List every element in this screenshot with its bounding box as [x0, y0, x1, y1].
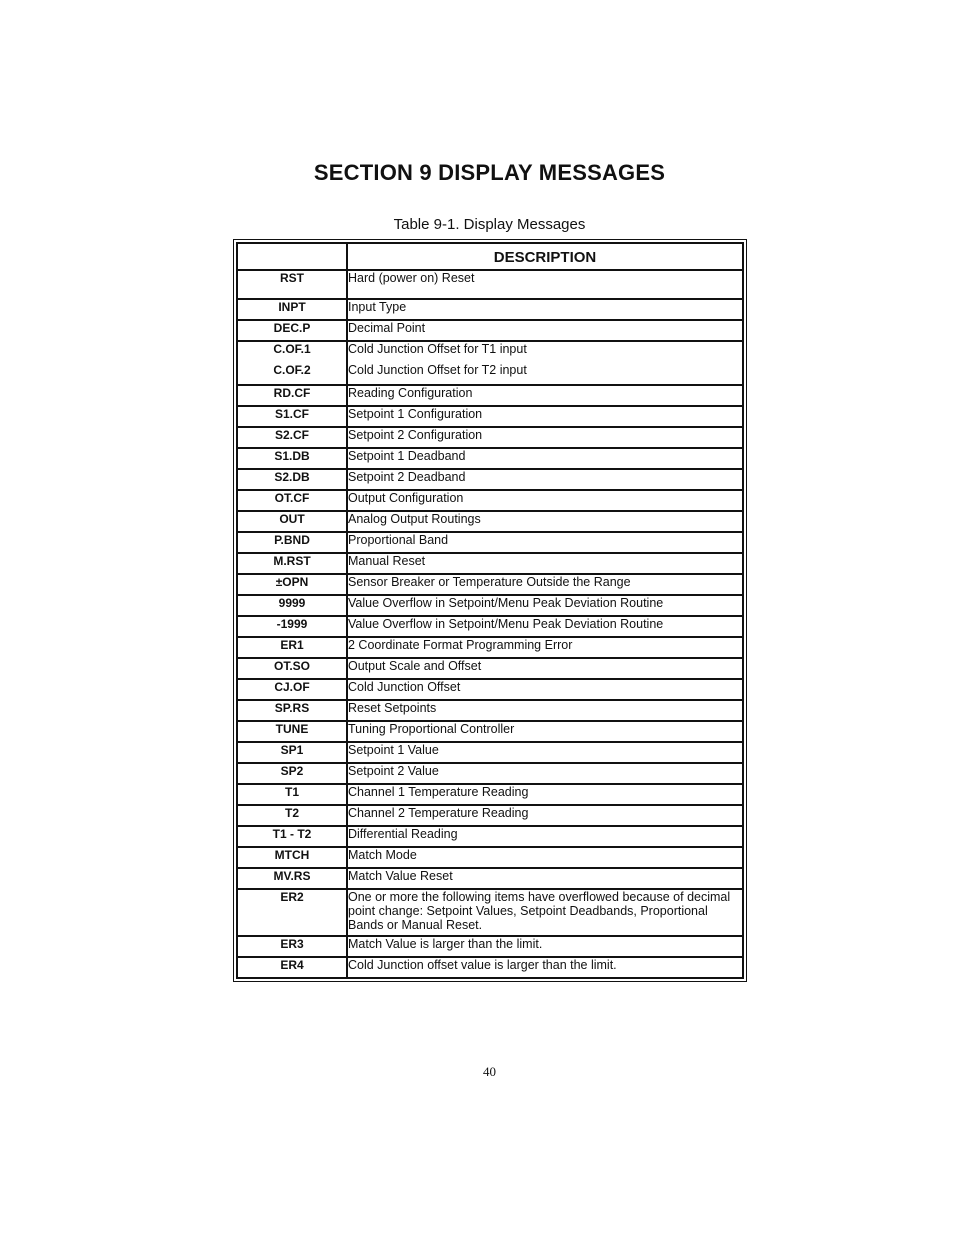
message-code: C.OF.1 [273, 342, 311, 356]
message-description-group [347, 341, 743, 385]
table-row [237, 448, 743, 469]
table-row [237, 721, 743, 742]
message-description: Setpoint 2 Value [347, 763, 743, 784]
message-code: T2 [237, 805, 347, 826]
message-code: RD.CF [237, 385, 347, 406]
message-description: Cold Junction Offset for T2 input [348, 363, 527, 377]
table-row [237, 889, 743, 936]
message-description: Analog Output Routings [347, 511, 743, 532]
table-header-row [237, 243, 743, 270]
message-code: SP2 [237, 763, 347, 784]
display-messages-table-frame [233, 239, 747, 982]
table-row [237, 532, 743, 553]
table-row [237, 868, 743, 889]
message-description: Value Overflow in Setpoint/Menu Peak Deviation Routine [347, 616, 743, 637]
section-title: SECTION 9 DISPLAY MESSAGES [313, 160, 666, 185]
table-row [237, 385, 743, 406]
message-code: CJ.OF [237, 679, 347, 700]
table-row [237, 595, 743, 616]
message-description: Channel 1 Temperature Reading [347, 784, 743, 805]
table-row [237, 847, 743, 868]
message-code: TUNE [237, 721, 347, 742]
message-code: 9999 [237, 595, 347, 616]
table-row [237, 742, 743, 763]
message-code: C.OF.2 [273, 363, 311, 377]
table-row [237, 763, 743, 784]
message-code: RST [237, 270, 347, 299]
message-code: MTCH [237, 847, 347, 868]
table-caption: Table 9-1. Display Messages [393, 216, 586, 233]
message-code: S2.CF [237, 427, 347, 448]
message-code: T1 - T2 [237, 826, 347, 847]
table-row [237, 490, 743, 511]
message-code: OT.SO [237, 658, 347, 679]
table-row [237, 957, 743, 978]
table-row [237, 805, 743, 826]
message-description: Differential Reading [347, 826, 743, 847]
message-code: M.RST [237, 553, 347, 574]
message-description: Manual Reset [347, 553, 743, 574]
message-description: Input Type [347, 299, 743, 320]
message-code: -1999 [237, 616, 347, 637]
message-description: Hard (power on) Reset [347, 270, 743, 299]
table-row [237, 270, 743, 299]
message-description: Setpoint 1 Configuration [347, 406, 743, 427]
message-code: ER3 [237, 936, 347, 957]
table-row [237, 574, 743, 595]
table-row [237, 427, 743, 448]
message-code: S1.CF [237, 406, 347, 427]
message-description: Match Value is larger than the limit. [347, 936, 743, 957]
message-code: S1.DB [237, 448, 347, 469]
message-description: Value Overflow in Setpoint/Menu Peak Deviation Routine [347, 595, 743, 616]
table-row [237, 784, 743, 805]
message-description: Channel 2 Temperature Reading [347, 805, 743, 826]
page-number: 40 [483, 1064, 496, 1079]
message-code: OUT [237, 511, 347, 532]
message-code: S2.DB [237, 469, 347, 490]
message-description: Output Configuration [347, 490, 743, 511]
table-row [237, 299, 743, 320]
table-row [237, 320, 743, 341]
message-description: Reading Configuration [347, 385, 743, 406]
message-code: P.BND [237, 532, 347, 553]
message-code: MV.RS [237, 868, 347, 889]
table-row [237, 553, 743, 574]
message-description: Setpoint 2 Deadband [347, 469, 743, 490]
message-description: Match Mode [347, 847, 743, 868]
message-description: Output Scale and Offset [347, 658, 743, 679]
table-row [237, 936, 743, 957]
message-description: Setpoint 2 Configuration [347, 427, 743, 448]
message-code: OT.CF [237, 490, 347, 511]
message-description: Cold Junction Offset [347, 679, 743, 700]
table-row [237, 658, 743, 679]
message-description: One or more the following items have overflowed because of decimal point change: Setpoint Values, Setpoint Deadbands, Proportional Bands or Manual Reset. [347, 889, 743, 936]
message-description: Cold Junction Offset for T1 input [348, 342, 527, 356]
table-row [237, 826, 743, 847]
code-column-header [237, 243, 347, 270]
table-row [237, 700, 743, 721]
message-description: Setpoint 1 Value [347, 742, 743, 763]
table-row [237, 406, 743, 427]
table-row [237, 341, 743, 385]
message-code: T1 [237, 784, 347, 805]
message-code: SP1 [237, 742, 347, 763]
message-code: SP.RS [237, 700, 347, 721]
table-row [237, 469, 743, 490]
display-messages-table [236, 242, 744, 979]
message-code-group [237, 341, 347, 385]
message-description: Match Value Reset [347, 868, 743, 889]
message-description: Reset Setpoints [347, 700, 743, 721]
message-description: Setpoint 1 Deadband [347, 448, 743, 469]
message-description: Sensor Breaker or Temperature Outside the Range [347, 574, 743, 595]
message-code: ±OPN [237, 574, 347, 595]
table-row [237, 616, 743, 637]
message-description: 2 Coordinate Format Programming Error [347, 637, 743, 658]
table-row [237, 637, 743, 658]
message-description: Tuning Proportional Controller [347, 721, 743, 742]
message-code: ER4 [237, 957, 347, 978]
message-code: DEC.P [237, 320, 347, 341]
table-row [237, 679, 743, 700]
message-code: ER1 [237, 637, 347, 658]
message-code: ER2 [237, 889, 347, 936]
message-description: Cold Junction offset value is larger than the limit. [347, 957, 743, 978]
message-code: INPT [237, 299, 347, 320]
table-row [237, 511, 743, 532]
message-description: Proportional Band [347, 532, 743, 553]
message-description: Decimal Point [347, 320, 743, 341]
description-column-header: DESCRIPTION [347, 243, 743, 270]
